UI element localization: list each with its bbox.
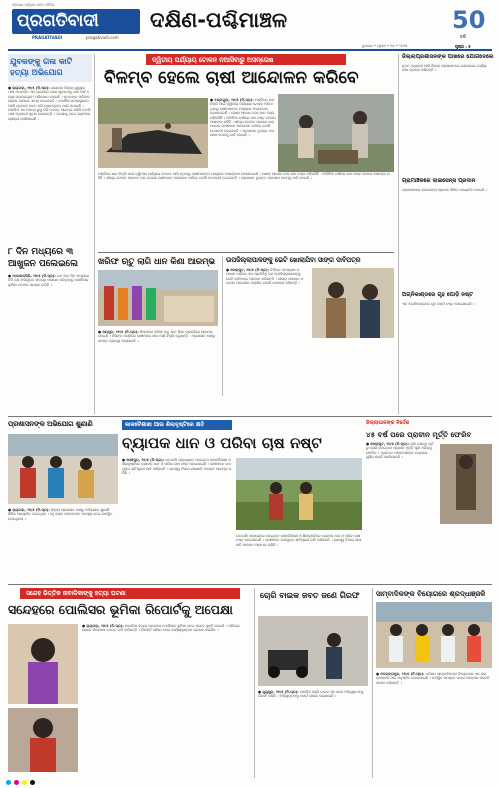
story-a14	[376, 588, 492, 778]
a10-body-cont: ଗତକାଲି ସନ୍ଧ୍ୟାରେ ହୋଇଥିବା କାଳବୈଶାଖୀ ଓ ଶିଲାବୃଷ୍ଟିରେ ବ୍ୟାପକ ଧାନ ଓ ପରିବା ଚାଷ ନଷ୍ଟ ହୋଇଯାଇଛି । ଚାଷୀମାନେ ଉପଯୁକ୍ତ କ୍ଷତିପୂରଣ ଦାବି କରିଛନ୍ତି । ରାଜସ୍ୱ ବିଭାଗ କ୍ଷୟକ୍ଷତି ଆକଳନ ଆରମ୍ଭ କରିଛି ।	[236, 534, 362, 547]
a4-photo-svg	[312, 268, 394, 338]
story-a3	[98, 256, 218, 396]
bottom-rule	[8, 584, 492, 585]
a3-body	[98, 330, 218, 396]
a9-photo	[8, 434, 118, 504]
logo-text: ପ୍ରଗତିବାଦୀ	[17, 11, 99, 31]
a1-body	[8, 86, 92, 234]
a2-body	[210, 98, 276, 178]
a2-byline: ● ବଣ୍ଡଗୁଡ଼ା, ୨୭/୫ (ନି.ପ୍ର):	[210, 98, 254, 102]
a10-body-text: ଗତକାଲି ସନ୍ଧ୍ୟାରେ ହୋଇଥିବା କାଳବୈଶାଖୀ ଓ ଶିଲାବୃଷ୍ଟିରେ ବ୍ୟାପକ ଧାନ ଓ ପରିବା ଚାଷ ନଷ୍ଟ ହୋଇଯାଇଛି । ଚାଷୀମାନେ ଉପଯୁକ୍ତ କ୍ଷତିପୂରଣ ଦାବି କରିଛନ୍ତି । ରାଜସ୍ୱ ବିଭାଗ କ୍ଷୟକ୍ଷତି ଆକଳନ ଆରମ୍ଭ କରିଛି ।	[122, 458, 232, 476]
a5-body	[8, 274, 92, 414]
story-a9	[8, 420, 118, 580]
a12-kicker: ସନ୍ଦେହ ଭିତ୍ତିକ ନାବାଳିକାଙ୍କୁ ହତ୍ୟା ଘଟଣା	[26, 590, 126, 597]
registration-dot-cyan	[6, 780, 11, 785]
a12-headline: ସନ୍ଦେହରେ ପୋଲିସର ଭୂମିକା ରିପୋର୍ଟକୁ ଅପେକ୍ଷା	[8, 602, 233, 617]
a4-body	[226, 268, 308, 394]
a12-photo-1-svg	[8, 624, 78, 704]
a4-body-text: ବିଭିନ୍ନ ସମସ୍ୟାର ସମାଧାନ ଦାବିରେ ଏକ ପ୍ରତିନିଧି ଦଳ ଉପଜିଲ୍ଲାପାଳଙ୍କୁ ଭେଟି ଦାବିପତ୍ର ପ୍ରଦାନ କରିଛନ୍ତି । ଶୀଘ୍ର ସମାଧାନ ନହେଲେ ଆନ୍ଦୋଳନ କରାଯିବ ବୋଲି ସେମାନେ କହିଛନ୍ତି ।	[226, 268, 304, 286]
a3-photo-svg	[98, 270, 218, 326]
lower-rule	[8, 416, 492, 417]
col-sep-3	[398, 54, 399, 414]
a11-body	[366, 442, 436, 578]
story-a6	[402, 54, 492, 174]
a14-photo	[376, 602, 492, 668]
col-sep-1	[94, 54, 95, 414]
story-a7	[402, 178, 492, 288]
a2-photo-side-svg	[278, 94, 394, 172]
logo-subtitle: PRAGATIVADI	[32, 35, 63, 40]
a10-photo	[236, 458, 362, 530]
a6-body: ନୂତନ ଅଧିକାରୀ ଆଜି ଜିଲ୍ଲା ପ୍ରଶାସନରେ ଯୋଗଦେଇ କାର୍ଯ୍ୟଭାର ଗ୍ରହଣ କରିଛନ୍ତି ।	[402, 64, 487, 73]
a13-photo-svg	[258, 616, 368, 686]
a13-headline: ଚୋରି ବାଇକ ଜବତ ଜଣେ ଗିରଫ	[260, 591, 360, 600]
col-sep-2	[222, 256, 223, 396]
a12-byline: ● ରାୟଗଡ଼ା, ୨୭/୫ (ନି.ପ୍ର):	[82, 624, 124, 628]
a5-body-text: ଗତ ଆଠ ଦିନ ମଧ୍ୟରେ ତିନି ଜଣ ଅଭିଯୁକ୍ତ ହାଜତରୁ ପଳାୟନ କରିଥିବାରୁ ପୋଲିସର ଭୂମିକା ଉପରେ ପ୍ରଶ୍ନ ଉଠିଛି ।	[8, 274, 90, 287]
masthead-tagline: ଓଡ଼ିଶାର ସର୍ବାଧିକ ପଠିତ ଦୈନିକ	[12, 3, 55, 7]
a11-headline: ୪୫ ବର୍ଷ ପରେ ପ୍ରାଚୀନ ମୂର୍ତ୍ତି ଫେରିବ	[366, 430, 472, 439]
story-a13	[258, 588, 368, 778]
a2-body-text: ମଣ୍ଡିରେ ଧାନ ବିକ୍ରି ପାଇଁ ଦ୍ୱିତୀୟ ପର୍ଯ୍ୟାୟ ଟୋକନ ଆସି ନଥିବାରୁ ଚାଷୀମାନଙ୍କ ମଧ୍ୟରେ ଅସନ୍ତୋଷ ଦେଖାଦେଇଛି । ଖୋଲା ଆକାଶ ତଳେ ଧାନ ବସ୍ତା ପଡ଼ିରହିଛି । ଅଦିନିଆ ବର୍ଷାରେ ଧାନ ନଷ୍ଟ ହେବାର ଆଶଙ୍କା ରହିଛି । ଶୀଘ୍ର ଟୋକନ ପ୍ରଦାନ କରା ନଗଲେ ଚାଷୀମାନେ ଆନ୍ଦୋଳନ କରିବେ ବୋଲି ଚେତାବନୀ ଦେଇଛନ୍ତି । ପ୍ରଶାସନ ତୁରନ୍ତ ପଦକ୍ଷେପ ନେବାକୁ ଦାବି ହୋଇଛି ।	[210, 98, 276, 138]
a5-byline: ● ମାଲକାନଗିରି, ୨୭/୫ (ନି.ପ୍ର):	[8, 274, 56, 278]
a12-body-text: ନାବାଳିକା ହତ୍ୟା ଘଟଣାରେ ପୋଲିସର ଭୂମିକା ନେଇ ସନ୍ଦେହ ସୃଷ୍ଟି ହୋଇଛି । ପରିବାର ଲୋକେ ନିରପେକ୍ଷ ତଦନ୍ତ ଦାବି କରିଛନ୍ତି । ରିପୋର୍ଟ ଆସିବା ପରେ କାର୍ଯ୍ୟାନୁଷ୍ଠାନ ଗ୍ରହଣ କରାଯିବ ।	[82, 624, 240, 633]
col-sep-4	[254, 588, 255, 778]
a3-headline: ଖରିଫ ଋତୁ ଲାଗି ଧାନ କିଣା ଆରମ୍ଭ	[98, 256, 215, 266]
story-a8	[402, 292, 492, 412]
masthead	[0, 0, 500, 50]
date-line: ବୁଧବାର • ପୃଷ୍ଠା • ୧୦ • ୨୦୨୫	[362, 44, 408, 48]
a9-body	[8, 508, 118, 578]
a8-headline: ଅଗ୍ନିକାଣ୍ଡରେ ଗୃହ ପୋଡ଼ି ନଷ୍ଟ	[402, 292, 474, 298]
a9-headline: ପ୍ରଶାସନଙ୍କ ଅଭିଯୋଗ ଶୁଣାଣି	[8, 420, 93, 428]
a10-body	[122, 458, 232, 578]
a5-headline: ୮ ଦିନ ମଧ୍ୟରେ ୩ ଆଖୁଜନ ପଲେଇଲେ	[8, 247, 78, 269]
a7-headline: ଗ୍ରାମାଞ୍ଚଳରେ ଲାଇସେନ୍ସ ପ୍ରଦାନ	[402, 178, 476, 184]
a7-body: ଗ୍ରାମାଞ୍ଚଳରେ ଲାଇସେନ୍ସ ପ୍ରଦାନ ଶିବିର ଆୟୋଜିତ ହୋଇଛି ।	[402, 188, 488, 192]
a11-photo-svg	[440, 444, 492, 524]
mid-rule	[98, 252, 394, 253]
masthead-rule	[8, 49, 492, 51]
a2-photo-side	[278, 94, 394, 172]
a1-body-text: ରାୟଗଡ଼ା ଜିଲ୍ଲା ଗୁଣୁପୁର ଥାନା ଅନ୍ତର୍ଗତ ଏକ ଗ୍ରାମରେ ଜଣେ ଯୁବକଙ୍କୁ ଗଳା କାଟି ହତ୍ୟା କରାଯାଇଥିବା ଅଭିଯୋଗ ହୋଇଛି । ମୃତକଙ୍କ ପରିବାର ଲୋକେ ଥାନାରେ ଏତଲା ଦେଇଛନ୍ତି । ପୋଲିସ ଘଟଣାସ୍ଥଳରେ ପହଞ୍ଚି ମୃତଦେହ ଜବତ କରି ବ୍ୟବଚ୍ଛେଦ ପାଇଁ ପଠାଇଛି । ପୋଲିସ ଏକ ମାମଲା ରୁଜୁ କରି ତଦନ୍ତ ଆରମ୍ଭ କରିଛି ବୋଲି ଥାନା ଅଧିକାରୀ ସୂଚନା ଦେଇଛନ୍ତି । ଘଟଣାକୁ ନେଇ ଗ୍ରାମରେ ଚାଞ୍ଚଲ୍ୟ ଖେଳିଯାଇଛି ।	[8, 86, 91, 121]
registration-dot-black	[30, 780, 35, 785]
a4-photo	[312, 268, 394, 338]
a2-kicker: ଦ୍ୱିତୀୟ ପର୍ଯ୍ୟାୟ ଟୋକନ ନଆସିବାରୁ ଅସନ୍ତୋଷ	[152, 56, 274, 64]
a12-photo-2-svg	[8, 708, 78, 772]
col-sep-5	[372, 588, 373, 778]
anniversary-label: ବର୍ଷ	[460, 34, 466, 39]
a11-byline: ● କୋରାପୁଟ, ୨୭/୫ (ନି.ପ୍ର):	[366, 442, 410, 446]
story-a5	[8, 236, 92, 416]
a3-byline: ● ଜୟପୁର, ୨୭/୫ (ନି.ପ୍ର):	[98, 330, 139, 334]
story-a4	[226, 256, 394, 396]
a10-headline: ବ୍ୟାପକ ଧାନ ଓ ପରିବା ଚାଷ ନଷ୍ଟ	[122, 434, 322, 452]
a13-body	[258, 690, 368, 776]
a3-body-text: ଜିଲ୍ଲାରେ ଖରିଫ ଋତୁ ଧାନ କିଣା ପ୍ରକ୍ରିୟା ଆରମ୍ଭ ହୋଇଛି । ବିଭିନ୍ନ ମଣ୍ଡିରେ ଚାଷୀମାନେ ଧାନ ଆଣି ବିକ୍ରି କରୁଛନ୍ତି । ପ୍ରଶାସନ ପକ୍ଷରୁ ସମସ୍ତ ବ୍ୟବସ୍ଥା କରାଯାଇଛି ।	[98, 330, 216, 343]
story-a2	[98, 54, 394, 254]
a9-photo-svg	[8, 434, 118, 504]
a14-headline: ସାମ୍ବାଦିକଙ୍କ ବିୟୋଗରେ ଶ୍ରଦ୍ଧାଞ୍ଜଳି	[376, 590, 486, 598]
a2-headline: ବିଳମ୍ବ ହେଲେ ଚାଷୀ ଆନ୍ଦୋଳନ କରିବେ	[104, 68, 359, 88]
a12-photo-2	[8, 708, 78, 772]
a12-body	[82, 624, 250, 774]
page-number: ପୃଷ୍ଠା : ୫	[455, 44, 471, 49]
a11-kicker: ଜିଲ୍ଲାପାଳଙ୍କ ନିର୍ଦ୍ଦେଶ	[366, 420, 410, 426]
section-title: ଦକ୍ଷିଣ-ପଶ୍ଚିମାଞ୍ଚଳ	[150, 8, 288, 32]
a10-byline: ● କାଶୀପୁର, ୨୭/୫ (ନି.ପ୍ର):	[122, 458, 165, 462]
a9-body-text: ଜିଲ୍ଲା ପ୍ରଶାସନ ପକ୍ଷରୁ ଅଭିଯୋଗ ଶୁଣାଣି ଶିବିର ଆୟୋଜିତ ହୋଇଥିଲା । ବହୁ ଲୋକ ସେମାନଙ୍କ ସମସ୍ୟା ନେଇ ଉପସ୍ଥିତ ହୋଇଥିଲେ ।	[8, 508, 113, 521]
a11-photo	[440, 444, 492, 524]
a6-headline: ଜିଲ୍ଲାପ୍ରଶାସନଙ୍କ ପାଖରେ ଯୋଗଦେଲେ	[402, 54, 494, 60]
a10-photo-svg	[236, 458, 362, 530]
a13-byline: ● ଗୁଣୁପୁର, ୨୭/୫ (ନି.ପ୍ର):	[258, 690, 299, 694]
logo	[12, 9, 140, 34]
a4-byline: ● କୋରାପୁଟ, ୨୭/୫ (ନି.ପ୍ର):	[226, 268, 270, 272]
a4-headline: ଉପଜିଲ୍ଲାପାଳଙ୍କୁ ଭେଟି ଖୋଲାଯିବା ସାଙ୍ଗ ଦାବିପତ୍ର	[226, 256, 361, 264]
a2-photo-svg	[98, 98, 208, 168]
a14-body	[376, 672, 492, 776]
anniversary-logo	[444, 4, 488, 40]
a14-byline: ● ନବରଙ୍ଗପୁର, ୨୭/୫ (ନି.ପ୍ର):	[376, 672, 425, 676]
a10-kicker: କାଳବୈଶାଖୀ ଆଉ ଶିଲାବୃଷ୍ଟିରେ କ୍ଷତି	[125, 422, 205, 428]
a12-photo-1	[8, 624, 78, 704]
a13-photo	[258, 616, 368, 686]
registration-dot-magenta	[14, 780, 19, 785]
story-a12	[8, 588, 250, 778]
story-a1	[8, 54, 92, 234]
story-a11	[366, 420, 492, 580]
a11-body-text: ଚାରି ଦଶନ୍ଧି ପୂର୍ବରୁ ଚୋରି ହୋଇଥିବା ପ୍ରାଚୀନ ମୂର୍ତ୍ତି ପୁଣି ମନ୍ଦିରକୁ ଫେରିବ । ଏଥିନେଇ ଅଞ୍ଚଳବାସୀଙ୍କ ମଧ୍ୟରେ ଖୁସିର ଲହରି ଖେଳିଯାଇଛି ।	[366, 442, 434, 460]
a8-body: ଏକ ଅଗ୍ନିକାଣ୍ଡରେ ଗୃହ ପୋଡ଼ି ନଷ୍ଟ ହୋଇଯାଇଛି ।	[402, 302, 475, 306]
a3-photo	[98, 270, 218, 326]
a9-byline: ● ରାୟଗଡ଼ା, ୨୭/୫ (ନି.ପ୍ର):	[8, 508, 50, 512]
a13-body-text: ପୋଲିସ ଚୋରି ବାଇକ ସହ ଜଣେ ଅଭିଯୁକ୍ତଙ୍କୁ ଗିରଫ କରିଛି । ଅଭିଯୁକ୍ତଙ୍କୁ କୋର୍ଟ ଚାଲାଣ କରାଯାଇଛି ।	[258, 690, 364, 699]
a2-body-cont: ମଣ୍ଡିରେ ଧାନ ବିକ୍ରି ପାଇଁ ଦ୍ୱିତୀୟ ପର୍ଯ୍ୟାୟ ଟୋକନ ଆସି ନଥିବାରୁ ଚାଷୀମାନଙ୍କ ମଧ୍ୟରେ ଅସନ୍ତୋଷ ଦେଖାଦେଇଛି । ଖୋଲା ଆକାଶ ତଳେ ଧାନ ବସ୍ତା ପଡ଼ିରହିଛି । ଅଦିନିଆ ବର୍ଷାରେ ଧାନ ନଷ୍ଟ ହେବାର ଆଶଙ୍କା ରହିଛି । ଶୀଘ୍ର ଟୋକନ ପ୍ରଦାନ କରା ନଗଲେ ଚାଷୀମାନେ ଆନ୍ଦୋଳନ କରିବେ ବୋଲି ଚେତାବନୀ ଦେଇଛନ୍ତି । ପ୍ରଶାସନ ତୁରନ୍ତ ପଦକ୍ଷେପ ନେବାକୁ ଦାବି ହୋଇଛି ।	[98, 172, 390, 181]
a14-photo-svg	[376, 602, 492, 668]
a1-byline: ● ରାୟଗଡ଼ା, ୨୭/୫ (ନି.ପ୍ର):	[8, 86, 50, 90]
a14-body-text: ବରିଷ୍ଠ ସାମ୍ବାଦିକଙ୍କ ବିୟୋଗରେ ଏକ ଶ୍ରଦ୍ଧାଞ୍ଜଳି ସଭା ଅନୁଷ୍ଠିତ ହୋଇଯାଇଛି । ଉପସ୍ଥିତ ସମସ୍ତେ ତାଙ୍କ ଆତ୍ମାର ସଦଗତି କାମନା କରିଛନ୍ତି ।	[376, 672, 490, 685]
registration-dot-yellow	[22, 780, 27, 785]
a1-headline: ଯୁବକଙ୍କୁ ଗଳା କାଟି ହତ୍ୟା ଅଭିଯୋଗ	[10, 57, 73, 77]
a2-photo-main	[98, 98, 208, 168]
anniversary-number: 50	[452, 6, 486, 34]
website: pragativadi.com	[86, 35, 119, 40]
story-a10	[122, 420, 362, 580]
